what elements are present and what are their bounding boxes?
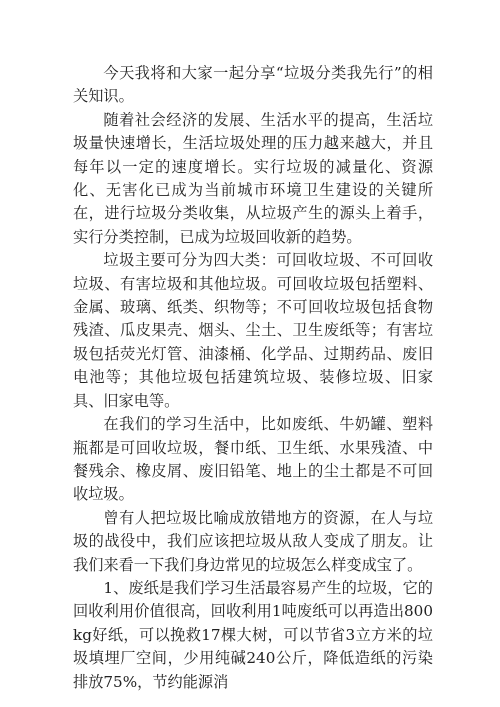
categories-paragraph: 垃圾主要可分为四大类：可回收垃圾、不可回收垃圾、有害垃圾和其他垃圾。可回收垃圾包括塑料、金属、玻璃、纸类、织物等；不可回收垃圾包括食物残渣、瓜皮果壳、烟头、尘土、卫生废纸等；有害垃圾包括荧光灯管、油漆桶、化学品、过期药品、废旧电池等；其他垃圾包括建筑垃圾、装修垃圾、旧家具、旧家电等。 — [73, 251, 433, 410]
background-paragraph: 随着社会经济的发展、生活水平的提高，生活垃圾量快速增长，生活垃圾处理的压力越来越大，并且每年以一定的速度增长。实行垃圾的减量化、资源化、无害化已成为当前城市环境卫生建设的关键所在，进行垃圾分类收集，从垃圾产生的源头上着手，实行分类控制，已成为垃圾回收新的趋势。 — [73, 110, 433, 246]
resource-metaphor-paragraph: 曾有人把垃圾比喻成放错地方的资源，在人与垃圾的战役中，我们应该把垃圾从敌人变成了朋友。让我们来看一下我们身边常见的垃圾怎么样变成宝了。 — [73, 508, 433, 574]
document-body — [73, 62, 433, 694]
daily-life-paragraph: 在我们的学习生活中，比如废纸、牛奶罐、塑料瓶都是可回收垃圾，餐巾纸、卫生纸、水果残渣、中餐残余、橡皮屑、废旧铅笔、地上的尘土都是不可回收垃圾。 — [73, 415, 433, 504]
intro-paragraph: 今天我将和大家一起分享“垃圾分类我先行”的相关知识。 — [73, 64, 433, 106]
waste-paper-paragraph: 1、废纸是我们学习生活最容易产生的垃圾，它的回收利用价值很高，回收利用1吨废纸可以再造出800kg好纸，可以挽救17棵大树，可以节省3立方米的垃圾填埋厂空间，少用纯碱240公斤，降低造纸的污染排放75%，节约能源消 — [73, 578, 433, 691]
